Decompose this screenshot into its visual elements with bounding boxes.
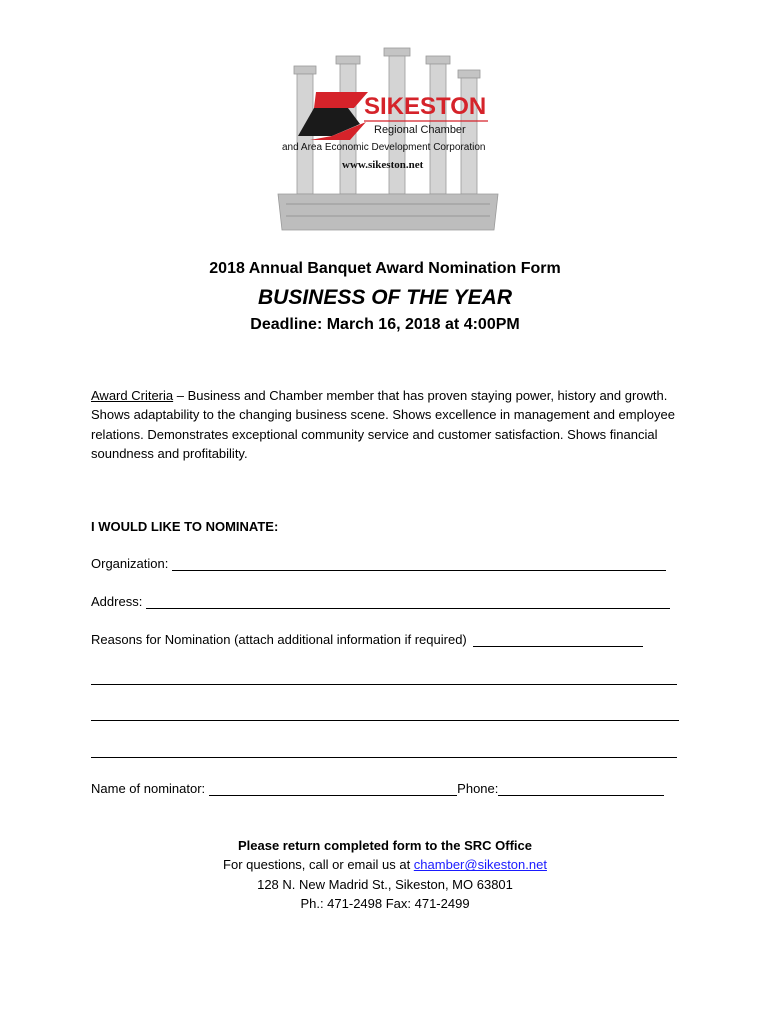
reasons-field[interactable] [473,632,643,647]
reasons-line-3[interactable] [91,757,677,758]
award-criteria-label: Award Criteria [91,388,174,403]
reasons-label: Reasons for Nomination (attach additional information if required) [91,632,467,647]
logo-line-2: and Area Economic Development Corporation [282,142,486,153]
organization-field[interactable] [172,556,666,571]
nominate-heading: I WOULD LIKE TO NOMINATE: [91,519,279,534]
address-row [91,594,670,609]
nominator-row [91,781,664,796]
organization-label: Organization: [91,556,169,571]
sikeston-chamber-logo [276,44,500,234]
office-address: 128 N. New Madrid St., Sikeston, MO 63801 [257,876,513,892]
questions-line [0,855,770,874]
reasons-line-2[interactable] [91,720,679,721]
nominator-label: Name of nominator: [91,781,206,796]
email-link[interactable]: chamber@sikeston.net [413,857,547,873]
return-info [0,836,770,913]
logo-website: www.sikeston.net [342,159,424,171]
reasons-line-1[interactable] [91,684,677,685]
award-criteria-text: – Business and Chamber member that has proven staying power, history and growth. Shows adaptability to the changing business scene. Shows excellence in management and employee relations. Demonstrates exceptional community service and customer satisfaction. Shows financial soundness and profitability. [91,388,675,462]
form-title: 2018 Annual Banquet Award Nomination Form [209,260,561,277]
return-text: Please return completed form to the SRC Office [237,838,532,853]
questions-text: For questions, call or email us at [223,857,414,873]
nominator-field[interactable] [209,781,457,796]
logo-line-1: Regional Chamber [374,124,466,136]
logo-brand: SIKESTON [364,93,487,120]
address-field[interactable] [146,594,670,609]
phone-fax: Ph.: 471-2498 Fax: 471-2499 [300,895,470,911]
columns-background-icon [278,48,498,230]
address-label: Address: [91,594,143,609]
phone-label: Phone: [457,781,499,796]
award-name: BUSINESS OF THE YEAR [258,286,512,309]
reasons-row [91,632,643,647]
award-criteria [91,386,681,464]
organization-row [91,556,666,571]
phone-field[interactable] [498,781,664,796]
deadline: Deadline: March 16, 2018 at 4:00PM [250,316,520,333]
